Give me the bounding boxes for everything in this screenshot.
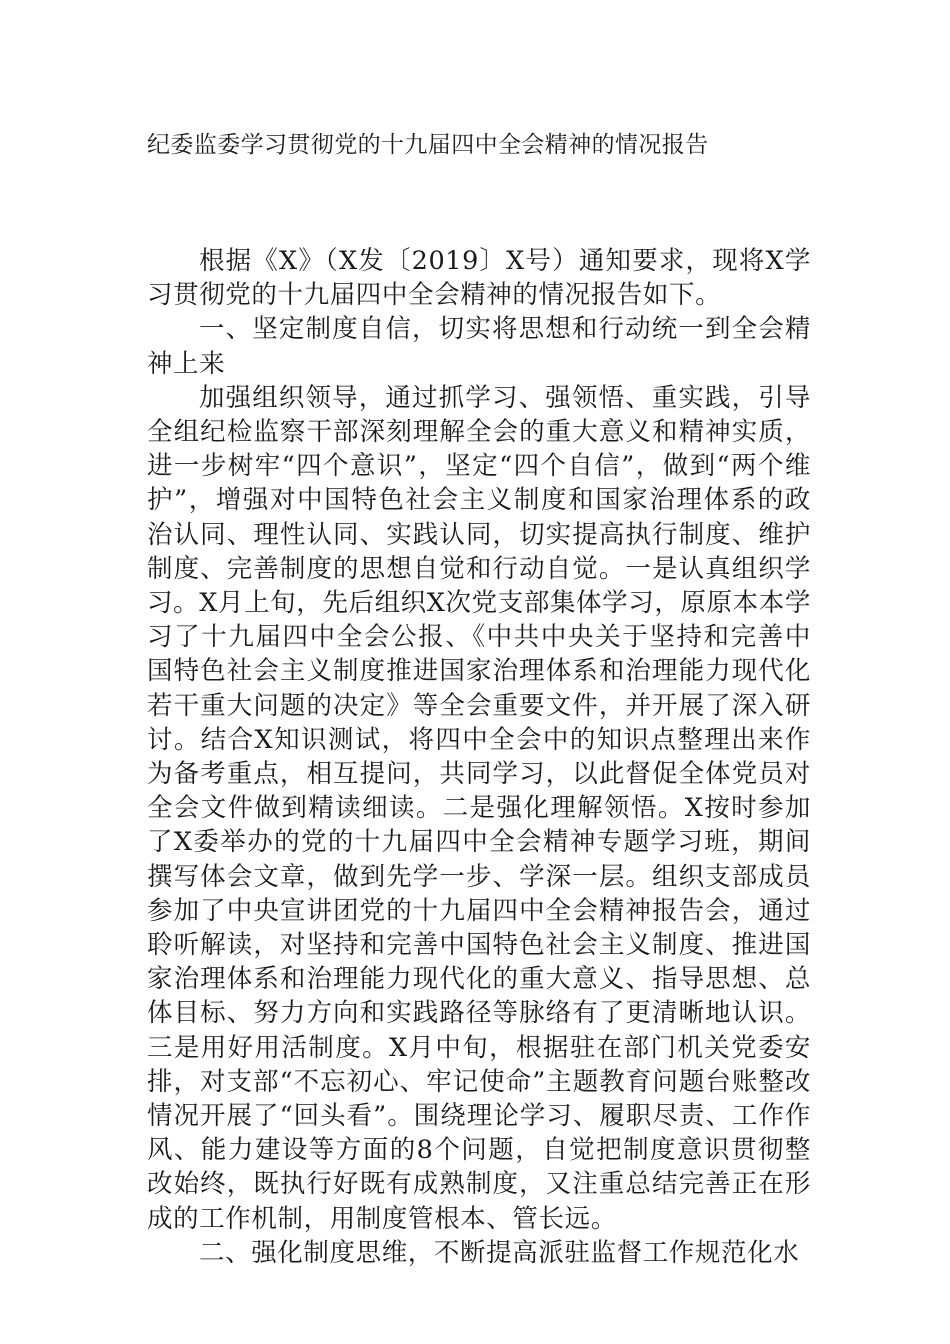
document-title: 纪委监委学习贯彻党的十九届四中全会精神的情况报告 (147, 132, 709, 158)
section-heading-two: 二、强化制度思维，不断提高派驻监督工作规范化水 (199, 1237, 800, 1268)
section-heading-one: 一、坚定制度自信，切实将思想和行动统一到全会精神上来 (147, 314, 811, 379)
paragraph-intro: 根据《X》（X发〔2019〕X号）通知要求，现将X学习贯彻党的十九届四中全会精神的情况报告如下。 (147, 246, 811, 311)
paragraph-section-one-body: 加强组织领导，通过抓学习、强领悟、重实践，引导全组纪检监察干部深刻理解全会的重大意义和精神实质，进一步树牢“四个意识”，坚定“四个自信”，做到“两个维护”，增强对中国特色社会主义制度和国家治理体系的政治认同、理性认同、实践认同，切实提高执行制度、维护制度、完善制度的思想自觉和行动自觉。一是认真组织学习。X月上旬，先后组织X次党支部集体学习，原原本本学习了十九届四中全会公报、《中共中央关于坚持和完善中国特色社会主义制度推进国家治理体系和治理能力现代化若干重大问题的决定》等全会重要文件，并开展了深入研讨。结合X知识测试，将四中全会中的知识点整理出来作为备考重点，相互提问，共同学习，以此督促全体党员对全会文件做到精读细读。二是强化理解领悟。X按时参加了X委举办的党的十九届四中全会精神专题学习班，期间撰写体会文章，做到先学一步、学深一层。组织支部成员参加了中央宣讲团党的十九届四中全会精神报告会，通过聆听解读，对坚持和完善中国特色社会主义制度、推进国家治理体系和治理能力现代化的重大意义、指导思想、总体目标、努力方向和实践路径等脉络有了更清晰地认识。三是用好用活制度。X月中旬，根据驻在部门机关党委安排，对支部“不忘初心、牢记使命”主题教育问题台账整改情况开展了“回头看”。围绕理论学习、履职尽责、工作作风、能力建设等方面的8个问题，自觉把制度意识贯彻整改始终，既执行好既有成熟制度，又注重总结完善正在形成的工作机制，用制度管根本、管长远。 (147, 382, 811, 1234)
document-body (147, 244, 811, 1270)
